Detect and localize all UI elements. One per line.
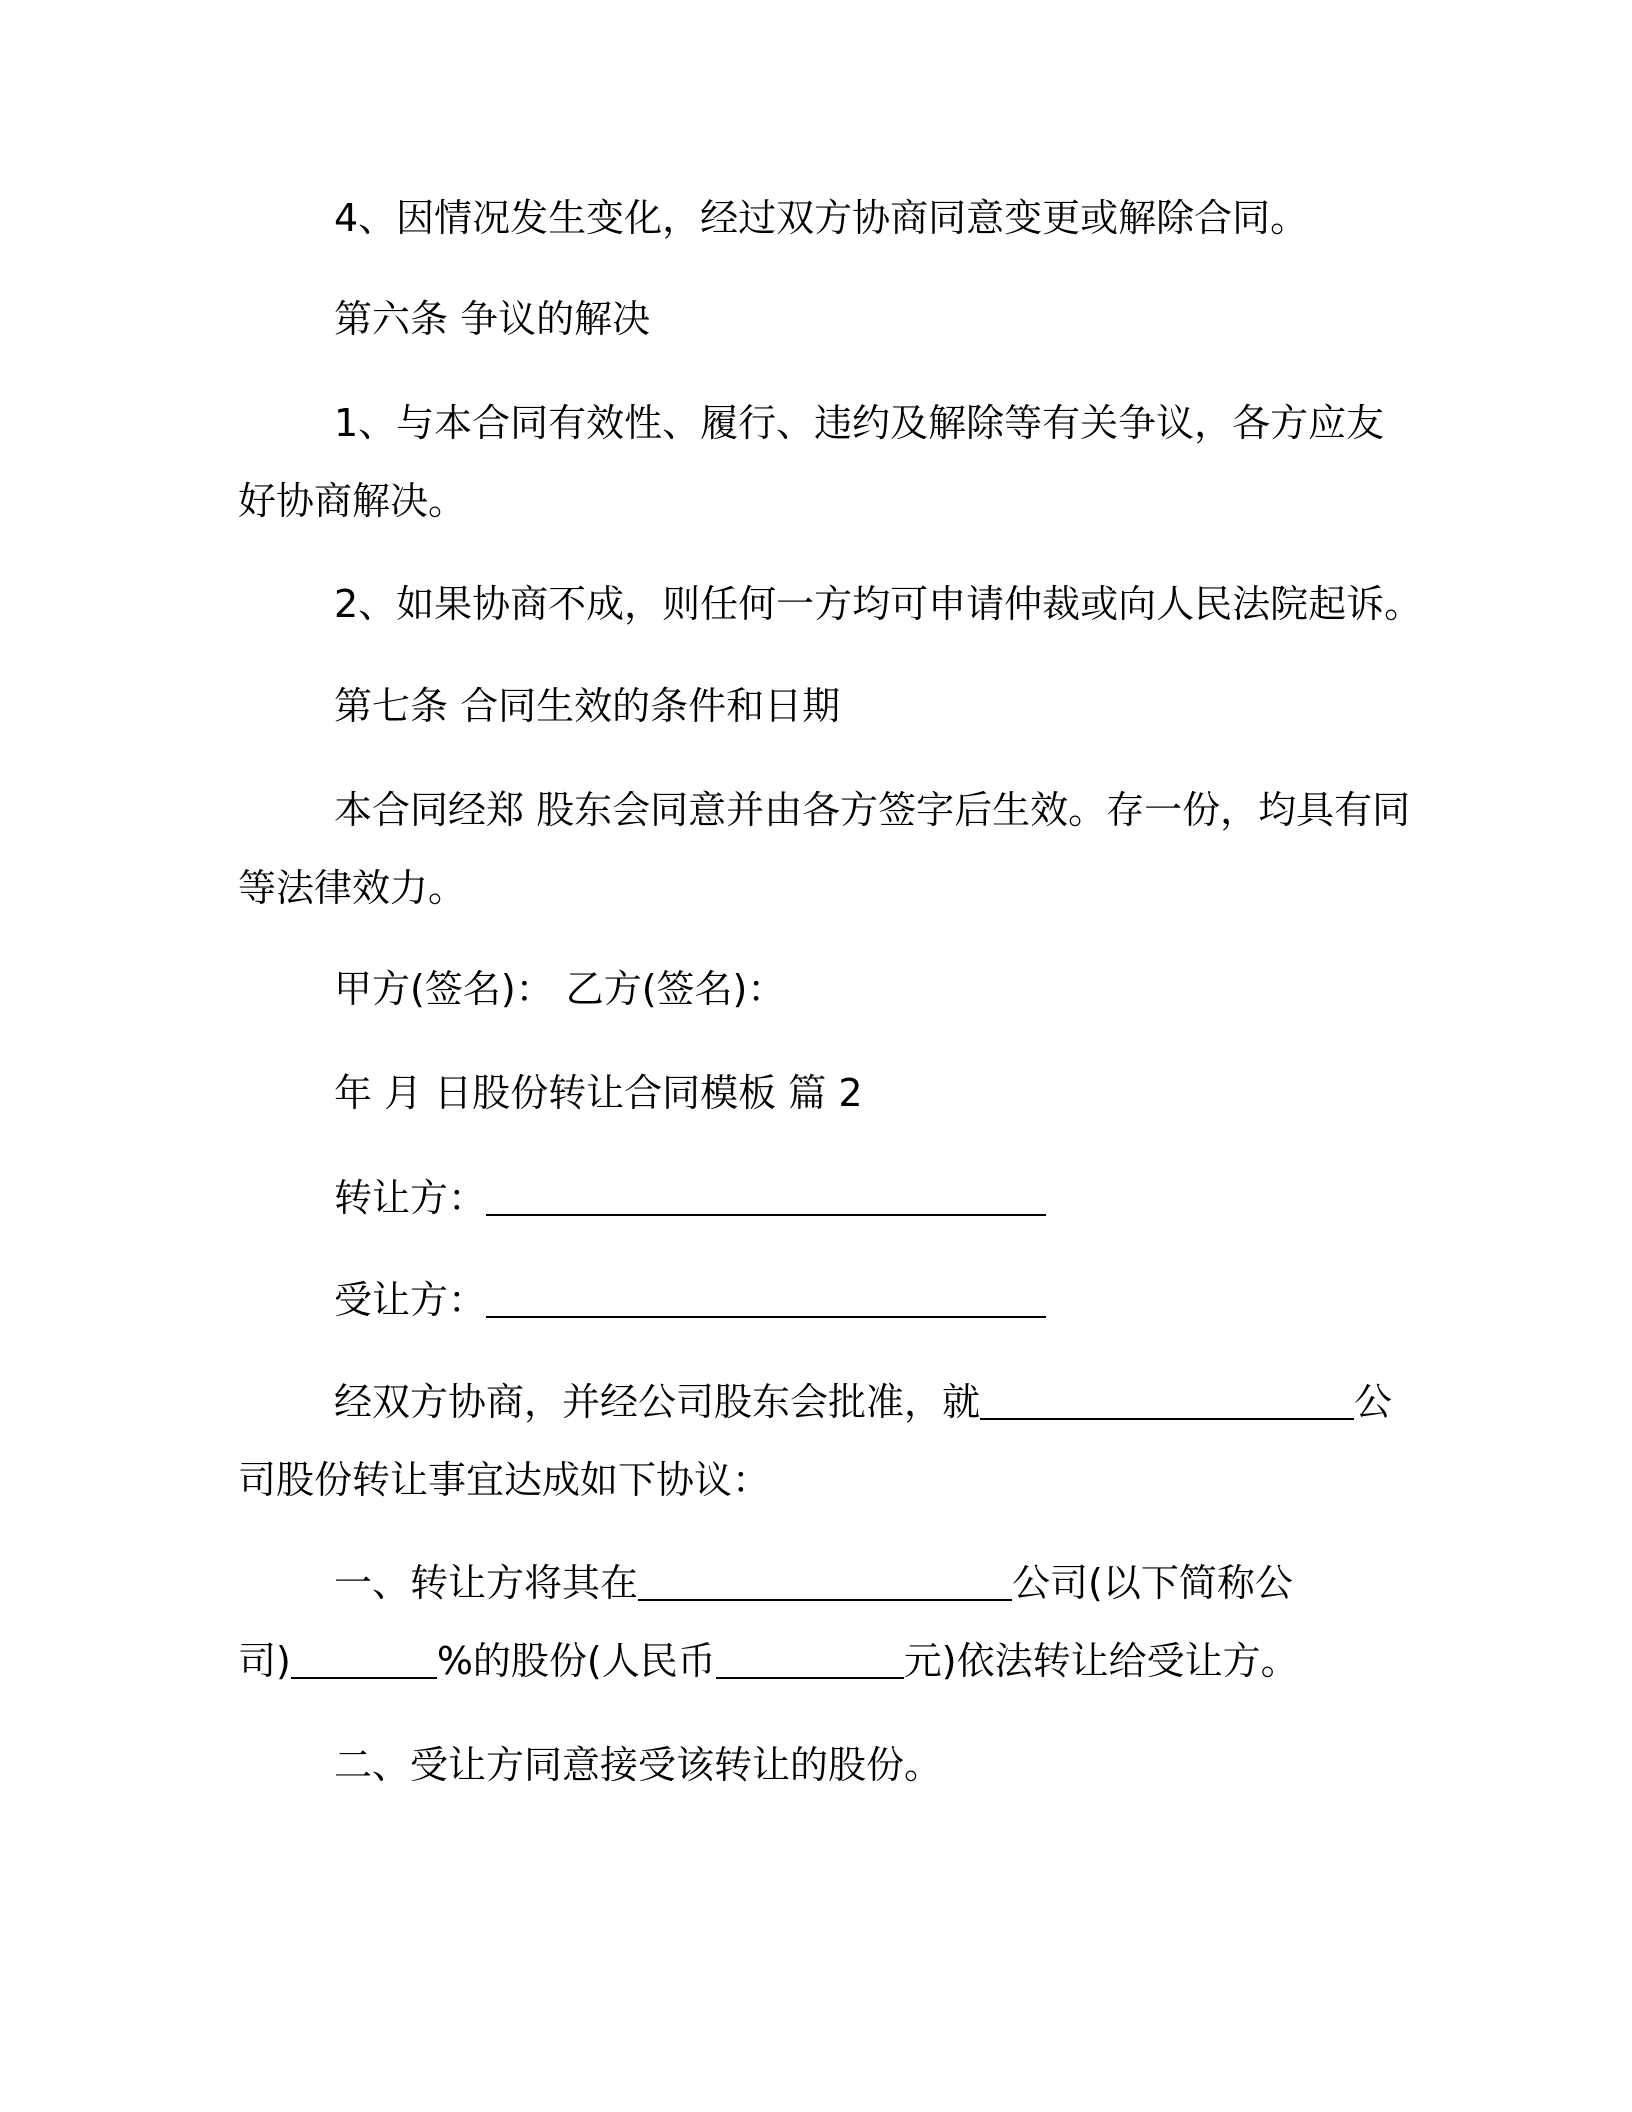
paragraph-effective-cont (0, 868, 1632, 908)
paragraph-dispute-2 (0, 584, 1632, 624)
paragraph-text: 经双方协商，并经公司股东会批准，就 (334, 1380, 981, 1424)
paragraph-article-two (0, 1745, 1632, 1785)
paragraph-effective (0, 790, 1632, 830)
paragraph-agreement-intro-cont (0, 1460, 1632, 1500)
title-text: 年 月 日股份转让合同模板 篇 2 (334, 1071, 863, 1115)
paragraph-text: 一、转让方将其在 (334, 1561, 639, 1605)
date-and-template-title (0, 1073, 1632, 1113)
paragraph-text: 元)依法转让给受让方。 (903, 1639, 1299, 1683)
transferor-blank (486, 1178, 1046, 1218)
transferor-label: 转让方： (334, 1176, 487, 1220)
paragraph-text: %的股份(人民币 (436, 1639, 716, 1683)
paragraph-text: 等法律效力。 (238, 866, 467, 910)
heading-article-7 (0, 686, 1632, 726)
paragraph-text: 2、如果协商不成，则任何一方均可申请仲裁或向人民法院起诉。 (334, 582, 1423, 626)
paragraph-text: 司股份转让事宜达成如下协议： (238, 1458, 771, 1502)
paragraph-article-one-cont (0, 1641, 1632, 1681)
transferor-line (0, 1178, 1632, 1218)
heading-text: 第六条 争议的解决 (334, 297, 651, 341)
paragraph-text: 本合同经郑 股东会同意并由各方签字后生效。存一份，均具有同 (334, 788, 1411, 832)
paragraph-text: 公司(以下简称公 (1012, 1561, 1293, 1605)
transferee-line (0, 1280, 1632, 1320)
paragraph-clause-4 (0, 198, 1632, 238)
signature-text: 甲方(签名)： 乙方(签名)： (334, 967, 786, 1011)
paragraph-dispute-1-cont (0, 481, 1632, 521)
paragraph-dispute-1 (0, 403, 1632, 443)
paragraph-text: 4、因情况发生变化，经过双方协商同意变更或解除合同。 (334, 196, 1309, 240)
paragraph-text: 二、受让方同意接受该转让的股份。 (334, 1743, 943, 1787)
signature-line (0, 969, 1632, 1009)
percentage-blank (291, 1641, 437, 1681)
paragraph-agreement-intro (0, 1382, 1632, 1422)
company-name-blank (980, 1382, 1354, 1422)
transferee-label: 受让方： (334, 1278, 487, 1322)
paragraph-text: 公 (1354, 1380, 1393, 1424)
company-blank (638, 1563, 1012, 1603)
paragraph-text: 司) (238, 1639, 291, 1683)
paragraph-text: 1、与本合同有效性、履行、违约及解除等有关争议，各方应友 (334, 401, 1385, 445)
paragraph-text: 好协商解决。 (238, 479, 467, 523)
paragraph-article-one (0, 1563, 1632, 1603)
transferee-blank (486, 1280, 1046, 1320)
heading-text: 第七条 合同生效的条件和日期 (334, 684, 841, 728)
amount-blank (716, 1641, 904, 1681)
heading-article-6 (0, 299, 1632, 339)
